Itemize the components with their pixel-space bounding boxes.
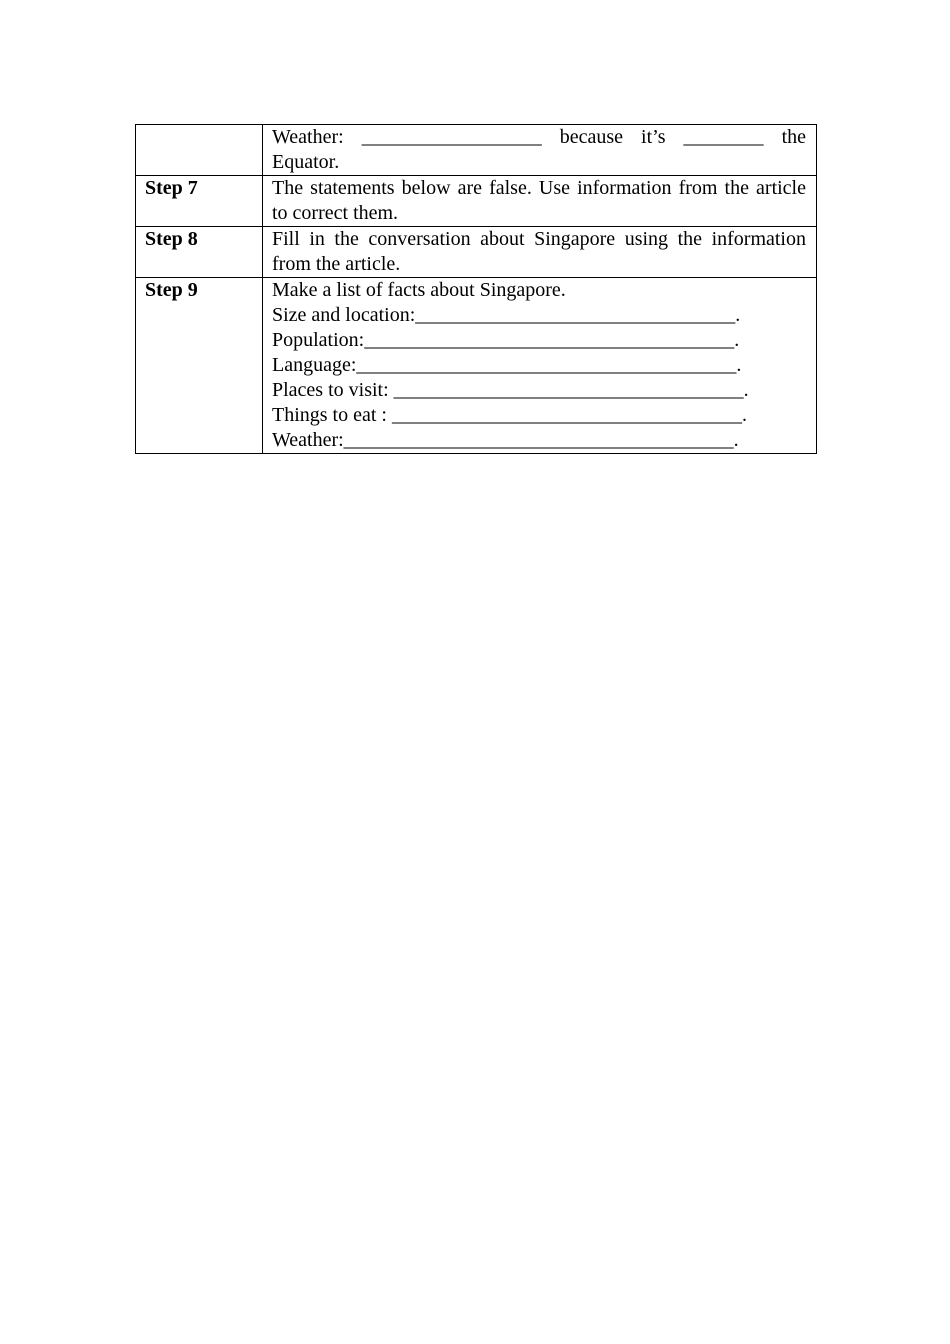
weather-line: Weather:_______________________________________. <box>272 429 739 451</box>
places-to-visit-line: Places to visit: ___________________________________. <box>272 379 749 401</box>
worksheet-table <box>135 124 817 454</box>
table-row <box>136 125 817 176</box>
things-to-eat-line: Things to eat : ___________________________________. <box>272 404 747 426</box>
step-label: Step 9 <box>136 278 263 454</box>
step-9-facts-list <box>263 278 817 454</box>
step-label <box>136 125 263 176</box>
table-row <box>136 278 817 454</box>
step-7-instruction: The statements below are false. Use information from the article to correct them. <box>263 176 817 227</box>
step-9-instruction: Make a list of facts about Singapore. <box>272 279 566 301</box>
table-row <box>136 176 817 227</box>
population-line: Population:_____________________________________. <box>272 329 740 351</box>
weather-fill-in-line: Weather: __________________ because it’s ________ the <box>272 126 806 148</box>
step-label: Step 7 <box>136 176 263 227</box>
step-8-instruction: Fill in the conversation about Singapore using the information from the article. <box>263 227 817 278</box>
table-row <box>136 227 817 278</box>
step-content <box>263 125 817 176</box>
step-label: Step 8 <box>136 227 263 278</box>
language-line: Language:______________________________________. <box>272 354 742 376</box>
size-and-location-line: Size and location:________________________________. <box>272 304 741 326</box>
weather-fill-in-continuation: Equator. <box>272 151 340 173</box>
